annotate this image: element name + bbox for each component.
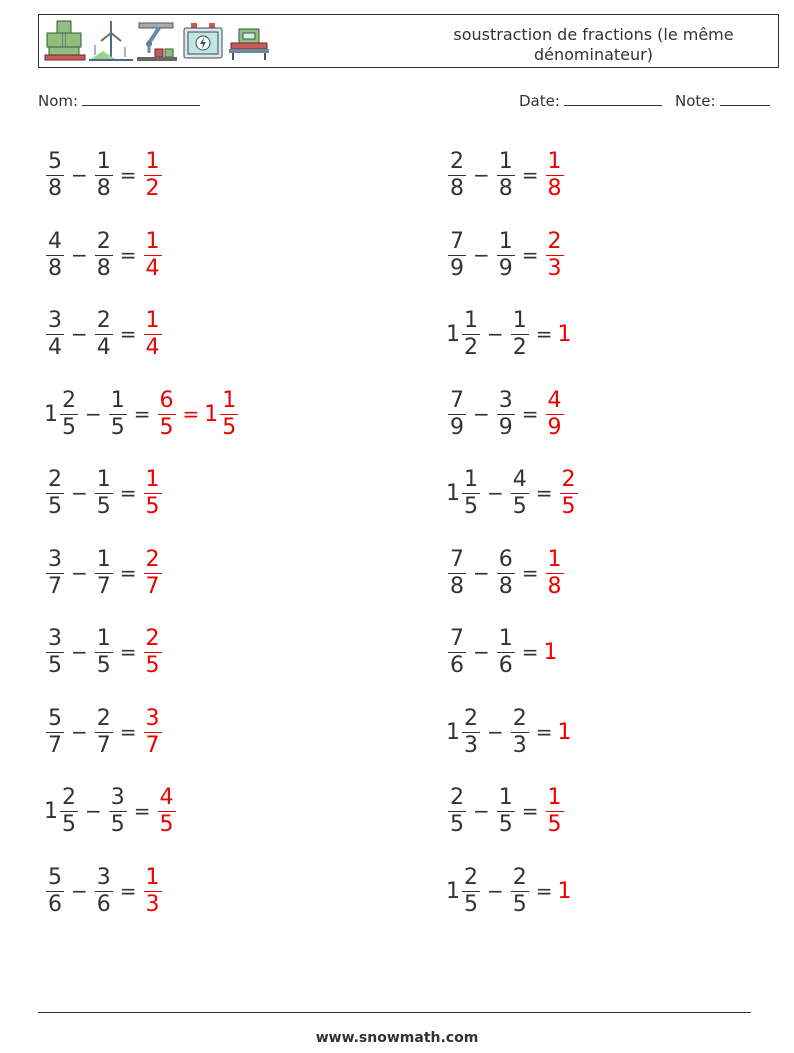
minus-sign: − — [487, 879, 504, 903]
denominator: 9 — [450, 414, 464, 440]
minus-sign: − — [473, 561, 490, 585]
answer — [142, 706, 164, 759]
denominator: 5 — [159, 811, 174, 837]
numerator: 7 — [450, 625, 464, 651]
numerator: 2 — [62, 784, 76, 810]
numerator: 2 — [450, 148, 464, 174]
problem-15 — [44, 700, 164, 764]
problem-1 — [44, 143, 164, 207]
problem-13 — [44, 620, 164, 684]
fraction — [95, 706, 113, 759]
numerator: 1 — [145, 466, 160, 492]
numerator: 1 — [547, 148, 562, 174]
fraction — [60, 388, 78, 441]
denominator: 4 — [145, 255, 160, 281]
minus-sign: − — [473, 799, 490, 823]
equals-sign: = — [535, 322, 553, 346]
denominator: 5 — [96, 493, 111, 519]
numerator: 7 — [450, 228, 464, 254]
denominator: 8 — [450, 573, 464, 599]
fraction — [546, 785, 564, 838]
whole-number: 1 — [446, 480, 460, 506]
denominator: 3 — [512, 732, 527, 758]
fraction — [95, 865, 113, 918]
date-blank[interactable] — [564, 92, 662, 106]
denominator: 5 — [547, 811, 562, 837]
problem-4 — [446, 223, 566, 287]
fraction — [95, 547, 113, 600]
fraction — [546, 149, 564, 202]
problem-6 — [446, 302, 572, 366]
numerator: 1 — [96, 625, 111, 651]
fraction — [497, 388, 515, 441]
minus-sign: − — [71, 640, 88, 664]
numerator: 1 — [145, 228, 160, 254]
fraction — [46, 149, 64, 202]
numerator: 3 — [498, 387, 513, 413]
fraction — [144, 308, 162, 361]
fraction — [95, 229, 113, 282]
fraction — [46, 467, 64, 520]
fraction — [95, 467, 113, 520]
fraction — [546, 229, 564, 282]
denominator: 9 — [498, 414, 513, 440]
robot-arm-icon — [135, 19, 179, 63]
answer — [544, 149, 566, 202]
denominator: 7 — [96, 573, 111, 599]
answer — [544, 785, 566, 838]
answer — [142, 865, 164, 918]
numerator: 1 — [498, 228, 513, 254]
numerator: 5 — [48, 148, 62, 174]
whole-number: 1 — [557, 321, 572, 347]
denominator: 5 — [48, 652, 62, 678]
date-label: Date: — [519, 92, 560, 110]
whole-number: 1 — [446, 719, 460, 745]
minus-sign: − — [71, 561, 88, 585]
denominator: 6 — [96, 891, 111, 917]
fraction — [448, 149, 466, 202]
equals-sign: = — [521, 640, 539, 664]
equals-sign: = — [521, 402, 539, 426]
minus-sign: − — [487, 720, 504, 744]
fraction — [511, 706, 529, 759]
numerator: 7 — [450, 546, 464, 572]
answer — [558, 720, 572, 745]
fraction — [462, 865, 480, 918]
equals-sign-answer: = — [182, 402, 200, 426]
numerator: 2 — [512, 864, 527, 890]
denominator: 9 — [450, 255, 464, 281]
equals-sign: = — [521, 163, 539, 187]
date-field — [519, 92, 662, 110]
numerator: 3 — [145, 705, 160, 731]
numerator: 2 — [145, 546, 160, 572]
numerator: 2 — [48, 466, 62, 492]
problem-16 — [446, 700, 572, 764]
name-blank[interactable] — [82, 92, 200, 106]
equals-sign: = — [133, 402, 151, 426]
fraction — [144, 547, 162, 600]
problem-2 — [446, 143, 566, 207]
numerator: 2 — [96, 307, 111, 333]
fraction — [95, 308, 113, 361]
numerator: 2 — [96, 705, 111, 731]
denominator: 9 — [547, 414, 562, 440]
denominator: 4 — [96, 334, 111, 360]
answer — [142, 308, 164, 361]
problem-8 — [446, 382, 566, 446]
equals-sign: = — [521, 799, 539, 823]
problem-11 — [44, 541, 164, 605]
denominator: 5 — [512, 493, 527, 519]
battery-monitor-icon — [181, 19, 225, 63]
answer — [544, 388, 566, 441]
problem-12 — [446, 541, 566, 605]
minus-sign: − — [71, 879, 88, 903]
equals-sign: = — [119, 879, 137, 903]
numerator: 1 — [222, 387, 237, 413]
answer — [544, 547, 566, 600]
equals-sign: = — [119, 481, 137, 505]
fraction — [46, 865, 64, 918]
denominator: 5 — [512, 891, 527, 917]
numerator: 1 — [96, 148, 111, 174]
whole-number: 1 — [557, 878, 572, 904]
denominator: 4 — [48, 334, 62, 360]
numerator: 1 — [110, 387, 125, 413]
fraction — [497, 229, 515, 282]
minus-sign: − — [71, 322, 88, 346]
equals-sign: = — [535, 720, 553, 744]
worksheet-title: soustraction de fractions (le même dénominateur) — [453, 25, 734, 64]
denominator: 5 — [48, 493, 62, 519]
numerator: 2 — [561, 466, 576, 492]
fraction — [60, 785, 78, 838]
equals-sign: = — [133, 799, 151, 823]
numerator: 6 — [159, 387, 174, 413]
numerator: 3 — [48, 625, 62, 651]
denominator: 5 — [450, 811, 464, 837]
numerator: 1 — [547, 546, 562, 572]
fraction — [46, 308, 64, 361]
denominator: 8 — [96, 175, 111, 201]
numerator: 4 — [512, 466, 527, 492]
header-box — [38, 14, 779, 68]
denominator: 5 — [110, 414, 125, 440]
fraction — [448, 785, 466, 838]
problem-9 — [44, 461, 164, 525]
numerator: 2 — [96, 228, 111, 254]
denominator: 2 — [145, 175, 160, 201]
problem-19 — [44, 859, 164, 923]
numerator: 5 — [48, 705, 62, 731]
denominator: 8 — [450, 175, 464, 201]
fraction — [497, 626, 515, 679]
numerator: 1 — [464, 307, 478, 333]
equals-sign: = — [119, 322, 137, 346]
whole-number: 1 — [44, 401, 58, 427]
fraction — [46, 706, 64, 759]
fraction — [462, 706, 480, 759]
whole-number: 1 — [543, 639, 558, 665]
fraction — [448, 229, 466, 282]
denominator: 3 — [547, 255, 562, 281]
whole-number: 1 — [446, 321, 460, 347]
numerator: 5 — [48, 864, 62, 890]
fraction — [546, 388, 564, 441]
whole-number: 1 — [446, 878, 460, 904]
fraction — [511, 308, 529, 361]
denominator: 5 — [145, 493, 160, 519]
equals-sign: = — [535, 481, 553, 505]
denominator: 5 — [145, 652, 160, 678]
fraction — [109, 785, 127, 838]
minus-sign: − — [71, 243, 88, 267]
denominator: 9 — [498, 255, 513, 281]
fraction — [46, 229, 64, 282]
minus-sign: − — [85, 402, 102, 426]
fraction — [220, 388, 238, 441]
numerator: 3 — [48, 546, 62, 572]
denominator: 8 — [498, 573, 513, 599]
answer — [558, 879, 572, 904]
equals-sign: = — [521, 243, 539, 267]
fraction — [46, 547, 64, 600]
denominator: 2 — [464, 334, 478, 360]
whole-number: 1 — [44, 798, 58, 824]
minus-sign: − — [473, 640, 490, 664]
problem-20 — [446, 859, 572, 923]
fraction — [448, 547, 466, 600]
denominator: 8 — [96, 255, 111, 281]
denominator: 2 — [512, 334, 527, 360]
fraction — [462, 308, 480, 361]
numerator: 3 — [48, 307, 62, 333]
denominator: 5 — [464, 493, 478, 519]
minus-sign: − — [71, 481, 88, 505]
fraction — [95, 149, 113, 202]
fraction — [448, 626, 466, 679]
answer — [156, 388, 178, 441]
fraction — [95, 626, 113, 679]
problem-5 — [44, 302, 164, 366]
numerator: 7 — [450, 387, 464, 413]
minus-sign: − — [71, 163, 88, 187]
fraction — [497, 149, 515, 202]
numerator: 3 — [110, 784, 125, 810]
problem-7 — [44, 382, 240, 446]
denominator: 7 — [145, 573, 160, 599]
whole-number: 1 — [557, 719, 572, 745]
numerator: 1 — [498, 148, 513, 174]
fraction — [560, 467, 578, 520]
numerator: 2 — [547, 228, 562, 254]
answer — [558, 467, 580, 520]
name-field — [38, 92, 200, 110]
conveyor-machine-icon — [227, 19, 271, 63]
grade-label: Note: — [675, 92, 716, 110]
denominator: 5 — [222, 414, 237, 440]
fraction — [144, 626, 162, 679]
fraction — [144, 149, 162, 202]
denominator: 5 — [464, 891, 478, 917]
answer — [544, 640, 558, 665]
grade-blank[interactable] — [720, 92, 770, 106]
numerator: 4 — [159, 784, 174, 810]
answer — [558, 322, 572, 347]
name-label: Nom: — [38, 92, 79, 110]
numerator: 1 — [498, 784, 513, 810]
answer — [156, 785, 178, 838]
fraction — [511, 865, 529, 918]
denominator: 5 — [498, 811, 513, 837]
answer — [142, 467, 164, 520]
numerator: 1 — [145, 307, 160, 333]
denominator: 6 — [498, 652, 513, 678]
denominator: 8 — [48, 255, 62, 281]
minus-sign: − — [487, 481, 504, 505]
equals-sign: = — [119, 561, 137, 585]
denominator: 3 — [464, 732, 478, 758]
answer — [142, 149, 164, 202]
denominator: 7 — [48, 732, 62, 758]
numerator: 3 — [96, 864, 111, 890]
wind-turbine-icon — [89, 19, 133, 63]
denominator: 5 — [62, 811, 76, 837]
fraction — [546, 547, 564, 600]
equals-sign: = — [119, 640, 137, 664]
answer — [142, 229, 164, 282]
problem-3 — [44, 223, 164, 287]
denominator: 7 — [48, 573, 62, 599]
numerator: 2 — [512, 705, 527, 731]
denominator: 5 — [561, 493, 576, 519]
fraction — [448, 388, 466, 441]
numerator: 2 — [464, 705, 478, 731]
numerator: 1 — [145, 148, 160, 174]
numerator: 4 — [547, 387, 562, 413]
header-icons — [43, 19, 271, 63]
numerator: 6 — [498, 546, 513, 572]
crates-on-pallet-icon — [43, 19, 87, 63]
equals-sign: = — [535, 879, 553, 903]
numerator: 2 — [62, 387, 76, 413]
denominator: 6 — [48, 891, 62, 917]
denominator: 7 — [96, 732, 111, 758]
denominator: 8 — [547, 175, 562, 201]
denominator: 5 — [62, 414, 76, 440]
minus-sign: − — [473, 163, 490, 187]
grade-field — [675, 92, 770, 110]
minus-sign: − — [473, 243, 490, 267]
fraction — [462, 467, 480, 520]
footer-url: www.snowmath.com — [315, 1030, 479, 1046]
numerator: 2 — [145, 625, 160, 651]
equals-sign: = — [119, 243, 137, 267]
numerator: 2 — [464, 864, 478, 890]
denominator: 5 — [110, 811, 125, 837]
numerator: 1 — [498, 625, 513, 651]
numerator: 1 — [96, 546, 111, 572]
problem-18 — [446, 779, 566, 843]
denominator: 4 — [145, 334, 160, 360]
whole-number: 1 — [204, 401, 219, 427]
fraction — [497, 785, 515, 838]
equals-sign: = — [119, 720, 137, 744]
fraction — [144, 865, 162, 918]
denominator: 6 — [450, 652, 464, 678]
equals-sign: = — [521, 561, 539, 585]
fraction — [144, 229, 162, 282]
minus-sign: − — [71, 720, 88, 744]
fraction — [497, 547, 515, 600]
minus-sign: − — [473, 402, 490, 426]
numerator: 1 — [512, 307, 527, 333]
numerator: 1 — [96, 466, 111, 492]
minus-sign: − — [487, 322, 504, 346]
fraction — [109, 388, 127, 441]
denominator: 7 — [145, 732, 160, 758]
fraction — [158, 785, 176, 838]
numerator: 1 — [464, 466, 478, 492]
footer-divider — [38, 1012, 751, 1013]
numerator: 1 — [547, 784, 562, 810]
numerator: 4 — [48, 228, 62, 254]
answer — [142, 626, 164, 679]
denominator: 3 — [145, 891, 160, 917]
denominator: 8 — [547, 573, 562, 599]
problem-17 — [44, 779, 178, 843]
numerator: 1 — [145, 864, 160, 890]
fraction — [511, 467, 529, 520]
numerator: 2 — [450, 784, 464, 810]
denominator: 8 — [48, 175, 62, 201]
denominator: 5 — [159, 414, 174, 440]
denominator: 8 — [498, 175, 513, 201]
fraction — [46, 626, 64, 679]
problem-10 — [446, 461, 580, 525]
minus-sign: − — [85, 799, 102, 823]
denominator: 5 — [96, 652, 111, 678]
equals-sign: = — [119, 163, 137, 187]
answer — [142, 547, 164, 600]
fraction — [144, 706, 162, 759]
answer — [204, 388, 240, 441]
answer — [544, 229, 566, 282]
fraction — [144, 467, 162, 520]
fraction — [158, 388, 176, 441]
problem-14 — [446, 620, 558, 684]
